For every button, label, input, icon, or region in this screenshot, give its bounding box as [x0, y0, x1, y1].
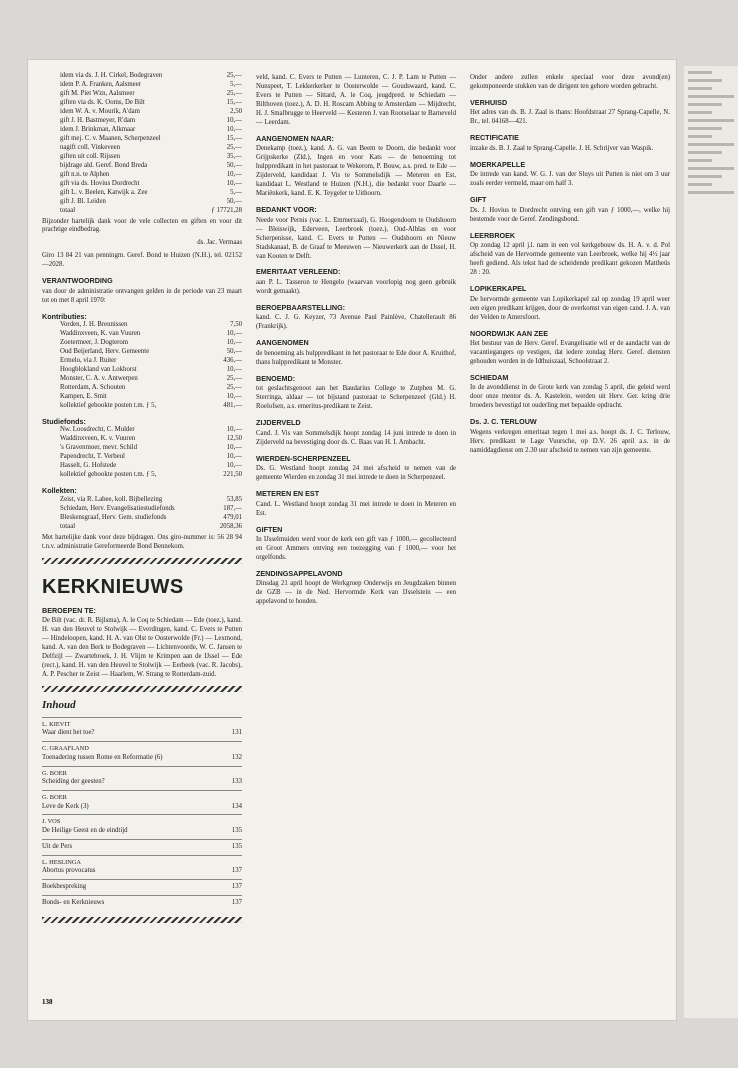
- ledger-amount: 25,—: [226, 89, 242, 97]
- ledger-row: [42, 189, 242, 198]
- aangenomen-heading: AANGENOMEN NAAR:: [256, 133, 334, 143]
- divider: [42, 686, 242, 692]
- ledger-row: [42, 162, 242, 171]
- toc-title: Boekbespreking: [42, 883, 87, 891]
- toc-author: G. BOER: [42, 794, 67, 802]
- ledger-desc: Rotterdam, A. Schouten: [60, 384, 126, 392]
- ledger-row: [42, 72, 242, 81]
- ledger-amount: 436,—: [223, 357, 242, 365]
- ledger-row: [42, 357, 242, 366]
- ledger-row: [42, 81, 242, 90]
- ledger-amount: 10,—: [226, 339, 242, 347]
- toc-title: Abortus provocatus: [42, 867, 96, 875]
- benoemd-heading: BENOEMD:: [256, 373, 296, 383]
- ledger-row: [42, 348, 242, 357]
- toc-title: Scheiding der geesten?: [42, 778, 105, 786]
- ledger-desc: gift mej. C. v. Maanen, Scherpenzeel: [60, 134, 161, 142]
- total-amount: 2058,36: [219, 522, 242, 530]
- ledger-desc: 's Gravenmoer, mevr. Schild: [60, 444, 138, 452]
- giften-heading: GIFTEN: [256, 524, 283, 534]
- toc-entry: [42, 839, 242, 855]
- ledger-amount: 10,—: [226, 444, 242, 452]
- toc-page: 137: [231, 899, 242, 907]
- ledger-amount: 10,—: [226, 366, 242, 374]
- ledger-amount: 479,01: [223, 513, 242, 521]
- toc-line: [42, 827, 242, 836]
- ledger-row: [42, 444, 242, 453]
- bedankt-heading: BEDANKT VOOR:: [256, 205, 317, 215]
- toc-entry: [42, 895, 242, 911]
- ledger-amount: 35,—: [226, 152, 242, 160]
- ledger-amount: 25,—: [226, 375, 242, 383]
- inhoud-title: Inhoud: [42, 699, 76, 712]
- ledger-desc: Waddinxveen, K. van Vuuren: [60, 330, 141, 338]
- column-right: [470, 72, 670, 460]
- toc-title: Uit de Pers: [42, 842, 73, 850]
- ledger-desc: idem via ds. J. H. Cirkel, Bodegraven: [60, 72, 163, 79]
- kontributies-list: [42, 321, 242, 411]
- table-of-contents: [42, 717, 242, 911]
- ledger-row: [42, 117, 242, 126]
- ledger-desc: Zoetermeer, J. Dogterom: [60, 339, 129, 347]
- ledger-amount: 50,—: [226, 161, 242, 169]
- verantwoording-heading: VERANTWOORDING: [42, 276, 113, 286]
- toc-line: [42, 754, 242, 763]
- beroepen-text: De Bilt (vac. dr. R. Bijlsma), A. le Coq te Schiedam — Ede (toez.), kand. H. van den Heuvel te Stolwijk — Everdingen, kand. C. Evers te Putten — Hindeloopen, kand. H. A. van Olst te Oosterwolde (Fr.) — Lexmond, kand. A. van den Berk te Bodegraven — Lichtenvoorde, W. C. Jansen te Delfzijl — Zwartebroek, J. H. Vlijm te Krimpen aan de IJssel — Ede (rect.), kand. H. van den Heuvel te Stolwijk — Eerbeek (vac. R. Jacobs), A. P. Pescher te Zeist — Haarlem, W. Strang te Rotterdam-zuid.: [42, 617, 242, 679]
- ledger-amount: 12,50: [226, 435, 242, 443]
- ledger-amount: 10,—: [226, 170, 242, 178]
- ledger-amount: 10,—: [226, 393, 242, 401]
- gift-text: Ds. J. Hovius te Dordrecht ontving een gift van ƒ 1000,—, welke hij bestemde voor de Geref. Zendingsbond.: [470, 206, 670, 223]
- verantwoording-total-row: [42, 523, 242, 532]
- moerkapelle-text: De intrede van kand. W. G. J. van der Sluys uit Putten is niet om 3 uur zoals eerder vermeld, maar om half 3.: [470, 171, 670, 188]
- leerbroek-text: Op zondag 12 april j.l. nam in een vol kerkgebouw ds. H. A. v. d. Pol afscheid van de Hervormde gemeente van Leerbroek, welke hij 4½ jaar heeft gediend. Als tekst had de scheidende predikant gekozen Mattheüs 28 : 20.: [470, 242, 670, 277]
- toc-page: 131: [231, 729, 242, 737]
- toc-entry: [42, 790, 242, 814]
- ledger-row: [42, 321, 242, 330]
- toc-title: Toenadering tussen Rome en Reformatie (6): [42, 753, 163, 761]
- toc-entry: [42, 717, 242, 741]
- ledger-desc: Kampen, E. Smit: [60, 393, 107, 401]
- toc-title: Bonds- en Kerknieuws: [42, 899, 105, 907]
- ledger-desc: idem W. A. v. Mourik, A'dam: [60, 107, 140, 115]
- ledger-row: [42, 375, 242, 384]
- ledger-row: [42, 426, 242, 435]
- ledger-amount: 10,—: [226, 116, 242, 124]
- verantwoording-closing: Met hartelijke dank voor deze bijdragen. Ons giro-nummer is: 56 28 94 t.n.v. administratie Gereformeerde Bond Bennekom.: [42, 533, 242, 550]
- total-label: totaal: [60, 522, 76, 530]
- zending-text: Dinsdag 21 april hoopt de Werkgroep Onderwijs en Jeugdzaken binnen de GZB — in de Ned. Hervormde Kerk van IJsselstein — een appelavond te houden.: [256, 580, 456, 606]
- toc-line: [42, 899, 242, 908]
- aangenomen2-text: de benoeming als hulppredikant in het pastoraat te Ede door A. Kruithof, thans hulppredikant te Monster.: [256, 349, 456, 366]
- ledger-amount: 10,—: [226, 462, 242, 470]
- ledger-desc: idem P. A. Franken, Aalsmeer: [60, 80, 141, 88]
- ledger-desc: Papendrecht, T. Verbeul: [60, 453, 125, 461]
- ledger-row: [42, 330, 242, 339]
- ledger-desc: Ermelo, via J. Ruiter: [60, 357, 117, 365]
- ledger-desc: Hasselt, G. Hofstede: [60, 462, 117, 470]
- divider: [42, 558, 242, 564]
- toc-author: L. KIEVIT: [42, 720, 71, 728]
- giro-note: Giro 13 84 21 van penningm. Geref. Bond te Huizen (N.H.), tel. 02152—2028.: [42, 252, 242, 269]
- thanks-sign: ds. Jac. Vermaas: [197, 239, 242, 247]
- verhuisd-text: Het adres van ds. B. J. Zaal is thans: Hoofdstraat 27 Sprang-Capelle, N. Br., tel. 04168—421.: [470, 109, 670, 126]
- toc-author: C. GRAAFLAND: [42, 745, 89, 753]
- ledger-amount: 5,—: [230, 188, 242, 196]
- toc-entry: [42, 814, 242, 838]
- toc-title: Waar dient het toe?: [42, 729, 95, 737]
- toc-author: G. BOER: [42, 769, 67, 777]
- toc-entry: [42, 741, 242, 765]
- ledger-amount: 25,—: [226, 384, 242, 392]
- ledger-amount: 25,—: [226, 143, 242, 151]
- ledger-row: [42, 393, 242, 402]
- ledger-row: [42, 496, 242, 505]
- ledger-desc: Schiedam, Herv. Evangelisatiestudiefonds: [60, 504, 175, 512]
- ledger-amount: 10,—: [226, 426, 242, 434]
- ledger-desc: Monster, C. A. v. Antwerpen: [60, 375, 138, 383]
- zijderveld-text: Cand. J. Vis van Sommelsdijk hoopt zondag 14 juni intrede te doen in Zijderveld na bevestiging door ds. C. Baas van H. I. Ambacht.: [256, 429, 456, 446]
- concert-text: Onder andere zullen enkele speciaal voor deze avond(en) gekomponeerde stukken van de dirigent ten gehore worden gebracht.: [470, 74, 670, 90]
- noordwijk-text: Het bestuur van de Herv. Geref. Evangelisatie wil er de aandacht van de vacantiegangers op vestigen, dat iedere zondag Herv. Geref. diensten gehouden worden in de Idthuiszaal, Schoolstraat 2.: [470, 340, 670, 365]
- wierden-heading: WIERDEN-SCHERPENZEEL: [256, 453, 351, 463]
- ledger-row: [42, 384, 242, 393]
- toc-line: [42, 843, 242, 852]
- ledger-amount: 25,—: [226, 72, 242, 79]
- ledger-amount: 481,—: [223, 402, 242, 409]
- ledger-row: [42, 471, 242, 480]
- giften-text: In IJsselmuiden werd voor de kerk een gift van ƒ 1000,— gecollecteerd en Groot Ammers ontving een toezegging van ƒ 1000,— voor het orgelfonds.: [256, 536, 456, 561]
- studiefonds-heading: Studiefonds:: [42, 416, 86, 426]
- toc-line: [42, 883, 242, 892]
- ledger-row: [42, 180, 242, 189]
- ledger-row: [42, 153, 242, 162]
- column-left: [42, 72, 242, 929]
- schiedam-heading: SCHIEDAM: [470, 372, 509, 382]
- toc-line: [42, 729, 242, 738]
- ledger-desc: gift L. v. Beelen, Katwijk a. Zee: [60, 188, 148, 196]
- gifts-list: [42, 72, 242, 207]
- ledger-desc: bijdrage ald. Geref. Bond Breda: [60, 161, 148, 169]
- ledger-amount: 50,—: [226, 348, 242, 356]
- terlouw-text: Wegens verkregen emeritaat tegen 1 mei a.s. hoopt ds. J. C. Terlouw, Herv. predikant te Lage Vuursche, op D.V. 26 april a.s. in de namiddagdienst om 2.30 uur afscheid te nemen van zijn gemeente.: [470, 428, 670, 454]
- ledger-desc: gift J. Bl. Leiden: [60, 197, 106, 205]
- ledger-row: [42, 108, 242, 117]
- ledger-row: [42, 126, 242, 135]
- zending-heading: ZENDINGSAPPELAVOND: [256, 568, 343, 578]
- terlouw-heading: Ds. J. C. TERLOUW: [470, 417, 537, 427]
- column-middle: [256, 72, 456, 611]
- toc-author: J. VOS: [42, 818, 61, 826]
- ledger-amount: 50,—: [226, 197, 242, 205]
- noordwijk-heading: NOORDWIJK AAN ZEE: [470, 328, 548, 338]
- ledger-amount: 187,—: [223, 504, 242, 512]
- ledger-row: [42, 462, 242, 471]
- ledger-desc: gift via ds. Hovius Dordrecht: [60, 179, 140, 187]
- ledger-amount: 15,—: [226, 98, 242, 106]
- aangenomen-text: Denekamp (toez.), kand. A. G. van Beem te Doorn, die bedankt voor Grijpskerke (Zld.), Ingen en voor Kats — de benoeming tot hulppredikant in het pastoraat te Wekerom, P. Bouw, a.s. pred. te Ede — Zijderveld, kandidaat J. Vis te Sommelsdijk — Meteren en Est, kandidaat L. Westland te Huizen (N.H.), die bedankt voor Daarle — Mariënkerk, kand. E. K. Teygeler te Uithoorn.: [256, 145, 456, 198]
- ledger-row: [42, 171, 242, 180]
- ledger-row: [42, 505, 242, 514]
- toc-page: 135: [231, 826, 242, 834]
- leerbroek-heading: LEERBROEK: [470, 230, 516, 240]
- zijderveld-heading: ZIJDERVELD: [256, 418, 301, 428]
- bedankt-text: Neede voor Pernis (vac. L. Emmerzaal), G. Hoogendoorn te Oudshoorn — Bleiswijk, Ederveen, Leerbroek (toez.), Oud-Alblas en voor Scherpenisse, kand. C. Evers te Putten — Oudshoorn en Nieuw Stadskanaal, B. de Graaf te Meeuwen — Nieuwerkerk aan de IJssel, H. van Kooten te Delft.: [256, 216, 456, 260]
- wierden-text: Ds. G. Westland hoopt zondag 24 mei afscheid te nemen van de gemeente Wierden en zondag 31 mei intrede te doen in Scherpenzeel.: [256, 465, 456, 482]
- ledger-row: [42, 366, 242, 375]
- ledger-desc: Vorden, J. H. Breunissen: [60, 321, 128, 329]
- kerknieuws-title: KERKNIEUWS: [42, 575, 184, 598]
- toc-line: [42, 803, 242, 812]
- total-amount: ƒ 17721,28: [211, 206, 242, 214]
- kollekten-list: [42, 496, 242, 523]
- ledger-row: [42, 135, 242, 144]
- beroepen-continued: veld, kand. C. Evers te Putten — Lunteren, C. J. P. Lam te Putten — Nunspeet, T. Lekkerkerker te Oosterwolde — Goudswaard, kand. C. Evers te Putten — Sittard, A. le Coq, jeugdpred. te Schiedam — Bilthoven (toez.), A. D. H. Roscam Abbing te Amsterdam — Mijdrecht, H. J. Smalbrugge te Heerveld — Kesteren J. van Rootselaar te Barneveld — Leerdam.: [256, 74, 456, 126]
- ledger-amount: 10,—: [226, 125, 242, 133]
- kollekten-heading: Kollekten:: [42, 486, 77, 496]
- lopikerkapel-text: De hervormde gemeente van Lopikerkapel zal op zondag 19 april weer een eigen predikant krijgen, door de overkomst van eigen cand. J. A. van der Velden te Amersfoort.: [470, 295, 670, 321]
- ledger-row: [42, 453, 242, 462]
- adjacent-page-edge: [684, 66, 738, 1018]
- ledger-row: [42, 198, 242, 207]
- ledger-desc: Bleskensgraaf, Herv. Gem. studiefonds: [60, 513, 167, 521]
- rectificatie-heading: RECTIFICATIE: [470, 133, 519, 143]
- toc-entry: [42, 879, 242, 895]
- ledger-desc: kollektief gebookte posten t.m. ƒ 5,: [60, 402, 157, 409]
- ledger-desc: Waddinxveen, K. v. Vuuren: [60, 435, 136, 443]
- ledger-row: [42, 402, 242, 411]
- ledger-desc: giften via ds. K. Ooms, De Bilt: [60, 98, 145, 106]
- toc-title: De Heilige Geest en de eindtijd: [42, 826, 128, 834]
- meteren-heading: METEREN EN EST: [256, 489, 320, 499]
- toc-line: [42, 778, 242, 787]
- ledger-desc: Hoogblokland van Lokhorst: [60, 366, 137, 374]
- moerkapelle-heading: MOERKAPELLE: [470, 159, 526, 169]
- rectificatie-text: inzake ds. B. J. Zaal te Sprang-Capelle. J. H. Schrijver van Waspik.: [470, 144, 654, 152]
- toc-line: [42, 867, 242, 876]
- toc-title: Leve de Kerk (3): [42, 802, 89, 810]
- ledger-desc: kollektief gebookte posten t.m. ƒ 5,: [60, 471, 157, 479]
- ledger-amount: 10,—: [226, 453, 242, 461]
- ledger-desc: Oud Beijerland, Herv. Gemeente: [60, 348, 150, 356]
- ledger-desc: gift n.n. te Alphen: [60, 170, 110, 178]
- beroepbaar-heading: BEROEPBAARSTELLING:: [256, 302, 346, 312]
- aangenomen2-heading: AANGENOMEN: [256, 338, 309, 348]
- schiedam-text: In de avonddienst in de Grote kerk van zondag 5 april, die geleid werd door onze mentor ds. A. Kastelein, werden uit Herv. Ger. kring drie broeders bevestigd tot ouderling met bepaalde opdracht.: [470, 384, 670, 410]
- ledger-row: [42, 144, 242, 153]
- studiefonds-list: [42, 426, 242, 480]
- thanks-note: Bijzonder hartelijk dank voor de vele collecten en giften en voor dit prachtige eindbedrag.: [42, 217, 242, 234]
- ledger-desc: Zeist, via R. Labee, koll. Bijbellezing: [60, 495, 163, 503]
- toc-page: 133: [231, 778, 242, 786]
- gift-heading: GIFT: [470, 195, 487, 205]
- gifts-total-row: [42, 207, 242, 216]
- ledger-row: [42, 514, 242, 523]
- benoemd-text: tot geslachtsgenoot aan het Baudarius College te Zutphen M. G. Sterringa, aldaar — tot bijstand pastoraat te Scherpenzeel (Gld.) H. Roelofsen, a.s. emeritus-predikant te Zeist.: [256, 385, 456, 411]
- ledger-desc: giften uit coll. Rijssen: [60, 152, 121, 160]
- ledger-desc: idem J. Brinkman, Alkmaar: [60, 125, 136, 133]
- ledger-amount: 53,85: [226, 495, 242, 503]
- ledger-amount: 7,50: [230, 321, 242, 329]
- lopikerkapel-heading: LOPIKERKAPEL: [470, 284, 527, 294]
- kontributies-heading: Kontributies:: [42, 311, 87, 321]
- toc-page: 137: [231, 867, 242, 875]
- toc-entry: [42, 855, 242, 879]
- emeritaat-heading: EMERITAAT VERLEEND:: [256, 267, 341, 277]
- ledger-row: [42, 99, 242, 108]
- ledger-desc: nagift coll. Vinkeveen: [60, 143, 121, 151]
- ledger-desc: Nw. Loosdrecht, C. Mulder: [60, 426, 135, 434]
- page-number: 138: [42, 998, 53, 1006]
- toc-author: L. HESLINGA: [42, 858, 82, 866]
- ledger-amount: 10,—: [226, 330, 242, 338]
- beroepen-heading: BEROEPEN TE:: [42, 605, 96, 615]
- toc-entry: [42, 766, 242, 790]
- emeritaat-text: aan P. L. Tasseron te Hengelo (waarvan voorlopig nog geen gebruik wordt gemaakt).: [256, 278, 456, 295]
- divider: [42, 917, 242, 923]
- ledger-amount: 10,—: [226, 179, 242, 187]
- ledger-row: [42, 90, 242, 99]
- verhuisd-heading: VERHUISD: [470, 97, 508, 107]
- ledger-amount: 15,—: [226, 134, 242, 142]
- verantwoording-intro: van door de administratie ontvangen gelden in de periode van 23 maart tot en met 8 april 1970:: [42, 287, 242, 304]
- meteren-text: Cand. L. Westland hoopt zondag 31 mei intrede te doen in Meteren en Est.: [256, 500, 456, 517]
- beroepbaar-text: kand. C. J. G. Keyzer, 73 Avenue Paul Painlève, Chatellerault 86 (Frankrijk).: [256, 314, 456, 331]
- ledger-amount: 221,50: [223, 471, 242, 479]
- toc-page: 134: [231, 802, 242, 810]
- ledger-row: [42, 435, 242, 444]
- ledger-amount: 2,50: [230, 107, 242, 115]
- magazine-page: [28, 60, 676, 1020]
- ledger-amount: 5,—: [230, 80, 242, 88]
- ledger-desc: gift M. Piet Wzn, Aalsmeer: [60, 89, 135, 97]
- toc-page: 132: [231, 753, 242, 761]
- total-label: totaal: [60, 206, 76, 214]
- ledger-row: [42, 339, 242, 348]
- toc-page: 135: [231, 842, 242, 850]
- ledger-desc: gift J. H. Bastmeyer, R'dam: [60, 116, 136, 124]
- toc-page: 137: [231, 883, 242, 891]
